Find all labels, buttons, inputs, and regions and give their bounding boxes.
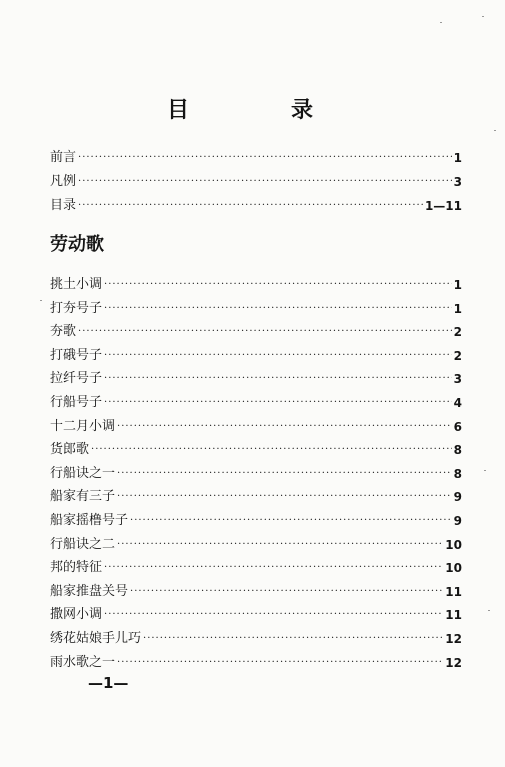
toc-entry-label: 邦的特征 xyxy=(50,560,103,575)
toc-entry-page: 9 xyxy=(453,490,462,504)
leader-dots xyxy=(78,175,452,189)
toc-entry-label: 挑土小调 xyxy=(50,277,103,292)
toc-entry-label: 撒网小调 xyxy=(50,607,103,622)
toc-entry xyxy=(50,626,462,646)
toc-entry-page: 8 xyxy=(453,467,462,481)
toc-entry-page: 10 xyxy=(445,538,462,552)
scan-speck xyxy=(40,300,42,301)
toc-entry-label: 船家有三子 xyxy=(50,489,116,504)
toc-entry-page: 1 xyxy=(453,278,462,292)
toc-entry xyxy=(50,169,462,189)
toc-entry-page: 1 xyxy=(453,302,462,316)
toc-entry-page: 12 xyxy=(445,656,462,670)
toc-entry xyxy=(50,319,462,339)
leader-dots xyxy=(104,349,452,363)
leader-dots xyxy=(104,561,443,575)
scan-speck xyxy=(440,22,442,23)
toc-entry xyxy=(50,579,462,599)
toc-entry xyxy=(50,437,462,457)
leader-dots xyxy=(91,443,452,457)
toc-entry-page: 2 xyxy=(453,325,462,339)
toc-entry xyxy=(50,366,462,386)
toc-entry-page: 8 xyxy=(453,443,462,457)
toc-entry-label: 船家摇橹号子 xyxy=(50,513,129,528)
scan-speck xyxy=(482,16,484,17)
toc-entry-label: 夯歌 xyxy=(50,324,77,339)
page-title: 目 录 xyxy=(166,97,353,123)
toc-entry xyxy=(50,296,462,316)
toc-entry-page: 6 xyxy=(453,420,462,434)
leader-dots xyxy=(104,372,452,386)
leader-dots xyxy=(117,538,443,552)
scan-speck xyxy=(484,470,486,471)
toc-entry-page: 9 xyxy=(453,514,462,528)
leader-dots xyxy=(78,151,452,165)
toc-entry xyxy=(50,484,462,504)
toc-entry-page: 11 xyxy=(445,608,462,622)
toc-entry-page: 3 xyxy=(453,372,462,386)
leader-dots xyxy=(130,585,443,599)
leader-dots xyxy=(117,656,443,670)
scan-speck xyxy=(494,130,496,131)
toc-entry-label: 十二月小调 xyxy=(50,419,116,434)
toc-entry xyxy=(50,390,462,410)
toc-entry-label: 船家推盘关号 xyxy=(50,584,129,599)
toc-entry xyxy=(50,414,462,434)
toc-entry xyxy=(50,461,462,481)
leader-dots xyxy=(78,199,423,213)
toc-entry xyxy=(50,555,462,575)
toc-entry-label: 拉纤号子 xyxy=(50,371,103,386)
leader-dots xyxy=(104,396,452,410)
toc-entry xyxy=(50,532,462,552)
leader-dots xyxy=(117,467,452,481)
toc-entry-label: 前言 xyxy=(50,150,77,165)
toc-entry-page: 1—11 xyxy=(424,199,462,213)
toc-entry-label: 雨水歌之一 xyxy=(50,655,116,670)
leader-dots xyxy=(104,608,443,622)
leader-dots xyxy=(143,632,443,646)
toc-entry xyxy=(50,508,462,528)
toc-entry-label: 货郎歌 xyxy=(50,442,90,457)
toc-entry xyxy=(50,193,462,213)
toc-entry-page: 12 xyxy=(445,632,462,646)
toc-entry-label: 绣花姑娘手儿巧 xyxy=(50,631,142,646)
leader-dots xyxy=(104,278,452,292)
toc-entry xyxy=(50,343,462,363)
toc-entry-label: 打硪号子 xyxy=(50,348,103,363)
toc-entry xyxy=(50,272,462,292)
toc-entry-label: 凡例 xyxy=(50,174,77,189)
toc-entry xyxy=(50,602,462,622)
scan-speck xyxy=(488,610,490,611)
toc-entry xyxy=(50,145,462,165)
toc-entry-label: 目录 xyxy=(50,198,77,213)
section-heading: 劳动歌 xyxy=(50,234,104,255)
toc-entry-label: 打夯号子 xyxy=(50,301,103,316)
leader-dots xyxy=(130,514,452,528)
toc-entry-label: 行船诀之二 xyxy=(50,537,116,552)
toc-entry-label: 行船号子 xyxy=(50,395,103,410)
toc-entry-page: 4 xyxy=(453,396,462,410)
leader-dots xyxy=(117,490,452,504)
toc-entry-page: 10 xyxy=(445,561,462,575)
toc-entry-label: 行船诀之一 xyxy=(50,466,116,481)
leader-dots xyxy=(104,302,452,316)
toc-entry xyxy=(50,650,462,670)
toc-entry-page: 3 xyxy=(453,175,462,189)
toc-entry-page: 2 xyxy=(453,349,462,363)
page-number: —1— xyxy=(88,674,129,692)
leader-dots xyxy=(117,420,452,434)
leader-dots xyxy=(78,325,452,339)
toc-entry-page: 11 xyxy=(445,585,462,599)
toc-entry-page: 1 xyxy=(453,151,462,165)
